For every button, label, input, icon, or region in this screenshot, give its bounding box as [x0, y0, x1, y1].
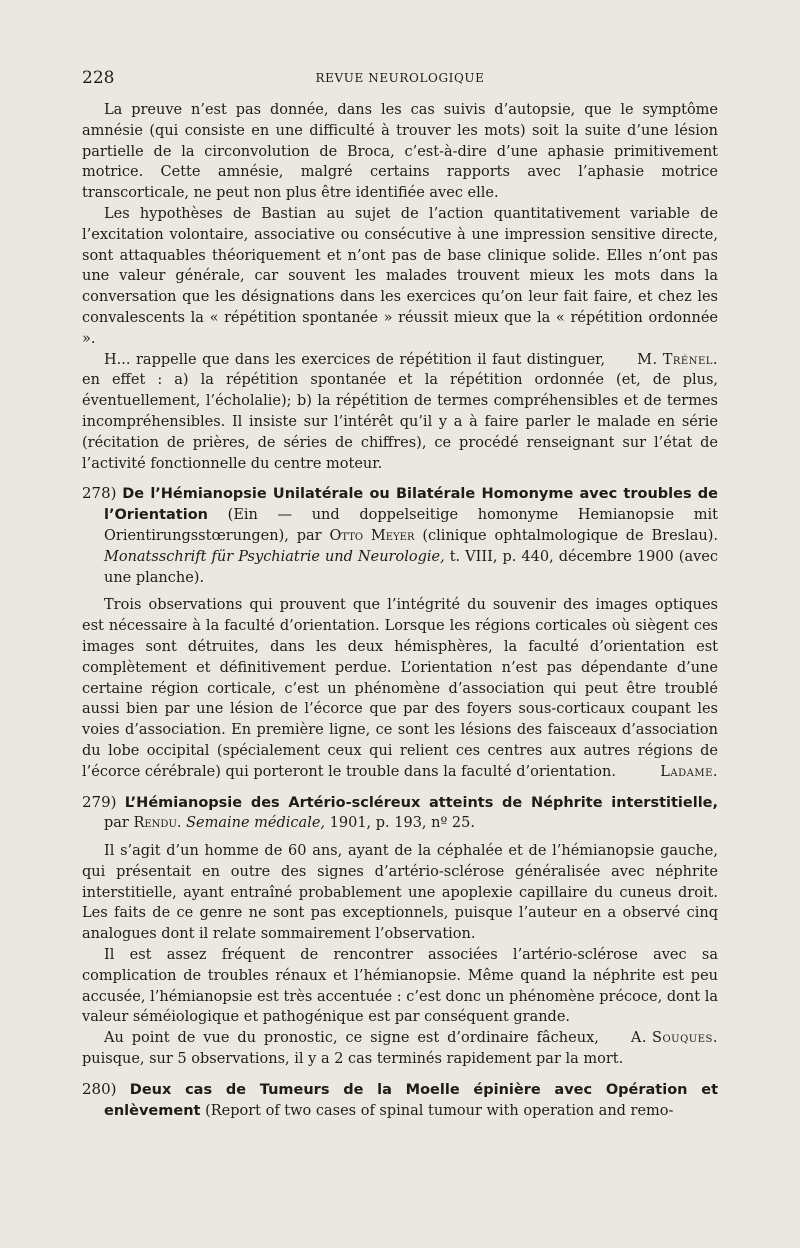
item-number: 280): [82, 1079, 117, 1098]
reference-text: (clinique ophtalmologique de Breslau).: [422, 527, 718, 544]
journal-name: Semaine médicale,: [186, 815, 326, 832]
item-title: De l’Hémianopsie Unilatérale ou Bilatérale Homonyme avec troubles de l’Orientation: [104, 486, 718, 524]
reference-text: t. VIII, p. 440, décembre 1900 (avec une planche).: [104, 548, 718, 586]
abstract-heading-280: [82, 1079, 718, 1122]
item-title: L’Hémianopsie des Artério-scléreux atteints de Néphrite interstitielle,: [124, 794, 719, 811]
running-head: REVUE NEUROLOGIQUE: [315, 71, 485, 85]
signature: Ladame.: [660, 763, 718, 780]
item-number: 279): [82, 792, 117, 811]
item-number: 278): [82, 484, 117, 503]
reference-text: 1901, p. 193, nº 25.: [329, 815, 475, 832]
page-header: [82, 68, 718, 90]
paragraph: M. Trénel. H... rappelle que dans les exercices de répétition il faut distinguer, en effet : a) la répétition spontanée et la répétition ordonnée (et, de plus, éventuellement, l’écholalie); b) la répétition de termes compréhensibles et de termes incompréhensibles. Il insiste sur l’intérêt qu’il y a à faire parler le malade en série (récitation de prières, de séries de chiffres), ce procédé renseignant sur l’état de l’activité fonctionnelle du centre moteur.: [82, 351, 718, 472]
abstract-heading-279: [82, 792, 718, 835]
paragraph: Il s’agit d’un homme de 60 ans, ayant de la céphalée et de l’hémianopsie gauche, qui présentait en outre des signes d’artério-sclérose généralisée avec néphrite interstitielle, ayant entraîné probablement une apoplexie capillaire du cuneus droit. Les faits de ce genre ne sont pas exceptionnels, puisque l’auteur en a observé cinq analogues dont il relate sommairement l’observation.: [82, 843, 718, 943]
paragraph: A. Souques. Au point de vue du pronostic, ce signe est d’ordinaire fâcheux, puisque, sur 5 observations, il y a 2 cas terminés rapidement par la mort.: [82, 1030, 718, 1068]
page-body: [82, 100, 718, 1128]
journal-name: Monatsschrift für Psychiatrie und Neurologie,: [104, 548, 445, 565]
signature: M. Trénel.: [637, 351, 718, 368]
page-number: 228: [82, 68, 115, 88]
signature: A. Souques.: [630, 1030, 718, 1047]
paragraph: Les hypothèses de Bastian au sujet de l’action quantitativement variable de l’excitation volontaire, associative ou consécutive à une impression sensitive directe, sont attaquables théoriquement et n’ont pas de base clinique solide. Elles n’ont pas une valeur générale, car souvent les malades trouvent mieux les mots dans la conversation que les désignations dans les exercices qu’on leur fait faire, et chez les convalescents la « répétition spontanée » réussit mieux que la « répétition ordonnée ».: [82, 205, 718, 347]
reference-text: (Report of two cases of spinal tumour with operation and remo-: [205, 1102, 674, 1119]
reference-text: par: [104, 815, 129, 832]
paragraph: Il est assez fréquent de rencontrer associées l’artério-sclérose avec sa complication de troubles rénaux et l’hémianopsie. Même quand la néphrite est peu accusée, l’hémianopsie est très accentuée : c’est donc un phénomène précoce, dont la valeur séméiologique et pathogénique est par conséquent grande.: [82, 947, 718, 1026]
author-name: Rendu.: [133, 815, 182, 832]
abstract-heading-278: [82, 483, 718, 588]
author-name: Otto Meyer: [329, 527, 415, 544]
paragraph: Trois observations qui prouvent que l’intégrité du souvenir des images optiques est nécessaire à la faculté d’orientation. Lorsque les régions corticales où siègent ces images sont détruites, dans les deux hémisphères, la faculté d’orientation est complètement et définitivement perdue. L’orientation n’est pas dépendante d’une certaine région corticale, c’est un phénomène d’association qui peut être troublé aussi bien par une lésion de l’écorce que par des foyers sous-corticaux coupant les voies d’association. En première ligne, ce sont les lésions des faisceaux d’association du lobe occipital (spécialement ceux qui relient ces centres aux autres régions de l’écorce cérébrale) qui porteront le trouble dans la faculté d’orientation. Ladame.: [82, 595, 718, 782]
item-title: Deux cas de Tumeurs de la Moelle épinière avec Opération et enlèvement: [104, 1081, 719, 1119]
paragraph: La preuve n’est pas donnée, dans les cas suivis d’autopsie, que le symptôme amnésie (qui consiste en une difficulté à trouver les mots) soit la suite d’une lésion partielle de la circonvolution de Broca, c’est-à-dire d’une aphasie primitivement motrice. Cette amnésie, malgré certains rapports avec l’aphasie motrice transcorticale, ne peut non plus être identifiée avec elle.: [82, 102, 718, 202]
reference-text: (Ein — und doppelseitige homonyme Hemianopsie mit Orientirungsstœrungen), par: [104, 507, 718, 544]
